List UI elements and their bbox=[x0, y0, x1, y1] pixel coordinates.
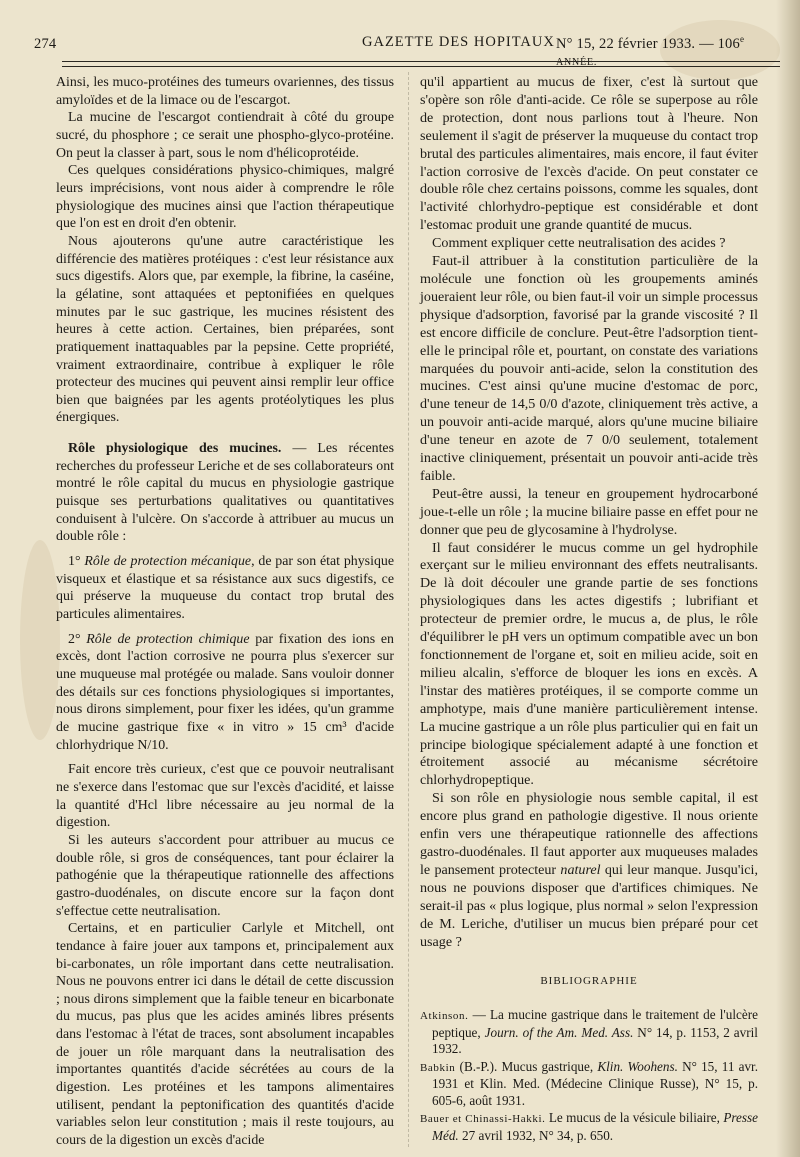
issue-info: N° 15, 22 février 1933. — 106e ANNÉE. bbox=[556, 34, 745, 68]
paragraph: Peut-être aussi, la teneur en groupement hydrocarboné joue-t-elle un rôle ; la mucine biliaire passe en effet pour ne donner que peu de glycosamine à l'hydrolyse. bbox=[420, 485, 758, 538]
bibliography-entry: Atkinson. — La mucine gastrique dans le traitement de l'ulcère peptique, Journ. of the Am. Med. Ass. N° 14, p. 1153, 2 avril 1932. bbox=[420, 1007, 758, 1057]
list-item: 1° Rôle de protection mécanique, de par son état physique visqueux et élastique et sa résistance aux sucs digestifs, ce qui préserve la muqueuse du contact trop brutal des particules alimentaires. bbox=[56, 554, 394, 623]
header-rule-thick bbox=[62, 61, 780, 62]
paragraph: Nous ajouterons qu'une autre caractéristique les différencie des matières protéiques : c'est leur résistance aux sucs digestifs. Alors que, par exemple, la fibrine, la caséine, la gélatine, sont attaquées et peptonifiées en quelques minutes par le suc gastrique, les mucines résistent des heures à cette action. Certaines, bien préparées, sont pratiquement inattaquables par la pepsine. Cette propriété, vraiment extraordinaire, contribue à expliquer le rôle protecteur des mucines qui peuvent ainsi remplir leur office bien que baignées par les agents protéolytiques les plus énergiques. bbox=[56, 233, 394, 426]
header-rule-thin bbox=[62, 66, 780, 67]
section-paragraph: Rôle physiologique des mucines. — Les récentes recherches du professeur Leriche et de ses collaborateurs ont montré le rôle capital du mucus en physiologie gastrique puisque ses perturbations qualitatives ou quantitatives conduisent à l'ulcère. On s'accorde à attribuer au mucus un double rôle : bbox=[56, 441, 394, 545]
paragraph: Fait encore très curieux, c'est que ce pouvoir neutralisant ne s'exerce dans l'estomac que sur l'excès d'acidité, et laisse la quantité d'Hcl libre nécessaire au jeu normal de la digestion. bbox=[56, 762, 394, 831]
paragraph: Ces quelques considérations physico-chimiques, malgré leurs imprécisions, vont nous aider à comprendre le rôle physiologique des mucines ainsi que l'action thérapeutique que l'on est en droit d'en obtenir. bbox=[56, 163, 394, 232]
bibliography-entry: Bauer et Chinassi-Hakki. Le mucus de la vésicule biliaire, Presse Méd. 27 avril 1932, N° 34, p. 650. bbox=[420, 1110, 758, 1143]
paragraph: Faut-il attribuer à la constitution particulière de la molécule une fonction où les groupements aminés joueraient leur rôle, ou bien faut-il voir un simple processus physique d'adsorption, favorisé par la grande viscosité ? Il est encore difficile de conclure. Peut-être l'adsorption tient-elle le principal rôle et, pourtant, on constate des variations marquées du pouvoir anti-acide, selon la constitution des mucines. C'est ainsi qu'une mucine d'estomac de porc, d'une teneur de 14,5 0/0 d'azote, cliniquement très active, a un pouvoir anti-acide marqué, alors qu'une mucine biliaire d'une teneur en azote de 7 0/0 seulement, totalement inactive cliniquement, présentait un pouvoir anti-acide très faible. bbox=[420, 253, 758, 484]
page-number: 274 bbox=[34, 36, 57, 52]
bibliography-title: BIBLIOGRAPHIE bbox=[540, 975, 638, 988]
paragraph: Si son rôle en physiologie nous semble capital, il est encore plus grand en pathologie digestive. Il nous oriente enfin vers une thérapeutique rationnelle des affections gastro-duodénales. Il faut apporter aux muqueuses malades le pansement protecteur naturel qui leur manque. Jusqu'ici, nous ne pouvions disposer que d'artifices chimiques. Ne serait-il pas « plus logique, plus normal » selon l'expression de M. Leriche, d'utiliser un mucus bien préparé pour cet usage ? bbox=[420, 790, 758, 950]
column-divider bbox=[408, 72, 409, 1147]
running-header bbox=[30, 30, 770, 68]
paragraph: La mucine de l'escargot contiendrait à côté du groupe sucré, du phosphore ; ce serait une phospho-glyco-protéine. On peut la classer à part, sous le nom d'hélicoprotéide. bbox=[56, 110, 394, 161]
page-edge-shadow bbox=[776, 0, 800, 1157]
left-column bbox=[56, 74, 394, 1150]
paragraph: Comment expliquer cette neutralisation des acides ? bbox=[432, 235, 726, 252]
journal-title: GAZETTE DES HOPITAUX bbox=[362, 34, 555, 50]
list-item: 2° Rôle de protection chimique par fixation des ions en excès, dont l'action corrosive ne pourra plus s'exercer sur une muqueuse mal protégée ou malade. Sans vouloir donner des détails sur ces fonctions physiologiques si importantes, nous dirons simplement, pour fixer les idées, qu'un gramme de mucine gastrique fixe « in vitro » 15 cm³ d'acide chlorhydrique N/10. bbox=[56, 631, 394, 753]
bibliography-entry: Babkin (B.-P.). Mucus gastrique, Klin. Woohens. N° 15, 11 avr. 1931 et Klin. Med. (Médecine Clinique Russe), N° 15, p. 605-6, août 1931. bbox=[420, 1058, 758, 1108]
paragraph: Si les auteurs s'accordent pour attribuer au mucus ce double rôle, si gros de conséquences, tant pour éclairer la pathogénie que la thérapeutique rationnelle des affections gastro-duodénales, on discute encore sur la façon dont s'effectue cette neutralisation. bbox=[56, 832, 394, 919]
section-heading: Rôle physiologique des mucines. bbox=[68, 441, 282, 457]
paragraph: Ainsi, les muco-protéines des tumeurs ovariennes, des tissus amyloïdes et de la limace ou de l'escargot. bbox=[56, 75, 394, 108]
paragraph: Certains, et en particulier Carlyle et Mitchell, ont tendance à faire jouer aux tampons et, principalement aux bi-carbonates, un rôle important dans cette neutralisation. Nous ne pouvons entrer ici dans le détail de cette discussion ; nous dirons simplement que la faible teneur en bicarbonate du mucus, pas plus que les acides aminés libres présents dans l'estomac à l'état de traces, sont absolument incapables de jouer un rôle marquant dans la neutralisation des importantes quantités d'acide sécrétées au cours de la digestion. Les protéines et les tampons alimentaires utilisent, pendant la peptonification des quantités d'acide variables selon leur constitution ; mais il reste toujours, au cours de la digestion un excès d'acide bbox=[56, 921, 394, 1149]
paragraph: qu'il appartient au mucus de fixer, c'est là surtout que s'opère son rôle d'anti-acide. Ce rôle se superpose au rôle de protection, dont nous parlions tout à l'heure. Non seulement il s'agit de préserver la muqueuse du contact trop brutal des particules alimentaires, mais encore, il faut éviter l'action corrosive de l'excès d'acide. On peut constater ce double rôle chez certains poissons, comme les squales, dont l'activité chlorhydro-peptique est considérable et dont l'estomac produit une grande quantité de mucus. bbox=[420, 74, 758, 234]
right-column bbox=[420, 74, 758, 1145]
paragraph: Il faut considérer le mucus comme un gel hydrophile exerçant sur le milieu environnant des effets neutralisants. De là doit découler une grande partie de ses fonctions physiologiques dans les actes digestifs ; lubrifiant et protecteur de premier ordre, le mucus a, de plus, le rôle d'équilibrer le pH vers un optimum compatible avec un bon fonctionnement de l'organe et, soit en milieu acide, soit en milieu alcalin, s'efforce de bloquer les ions en excès. A l'instar des matières protéiques, il se comporte comme un amphotype, mais d'une manière particulièrement intense. La mucine gastrique a un rôle plus particulier qui en fait un principe biologique spécialement adapté à une fonction et étroitement associé au mécanisme sécrétoire chlorhydropeptique. bbox=[420, 539, 758, 789]
bibliography bbox=[420, 1007, 758, 1144]
